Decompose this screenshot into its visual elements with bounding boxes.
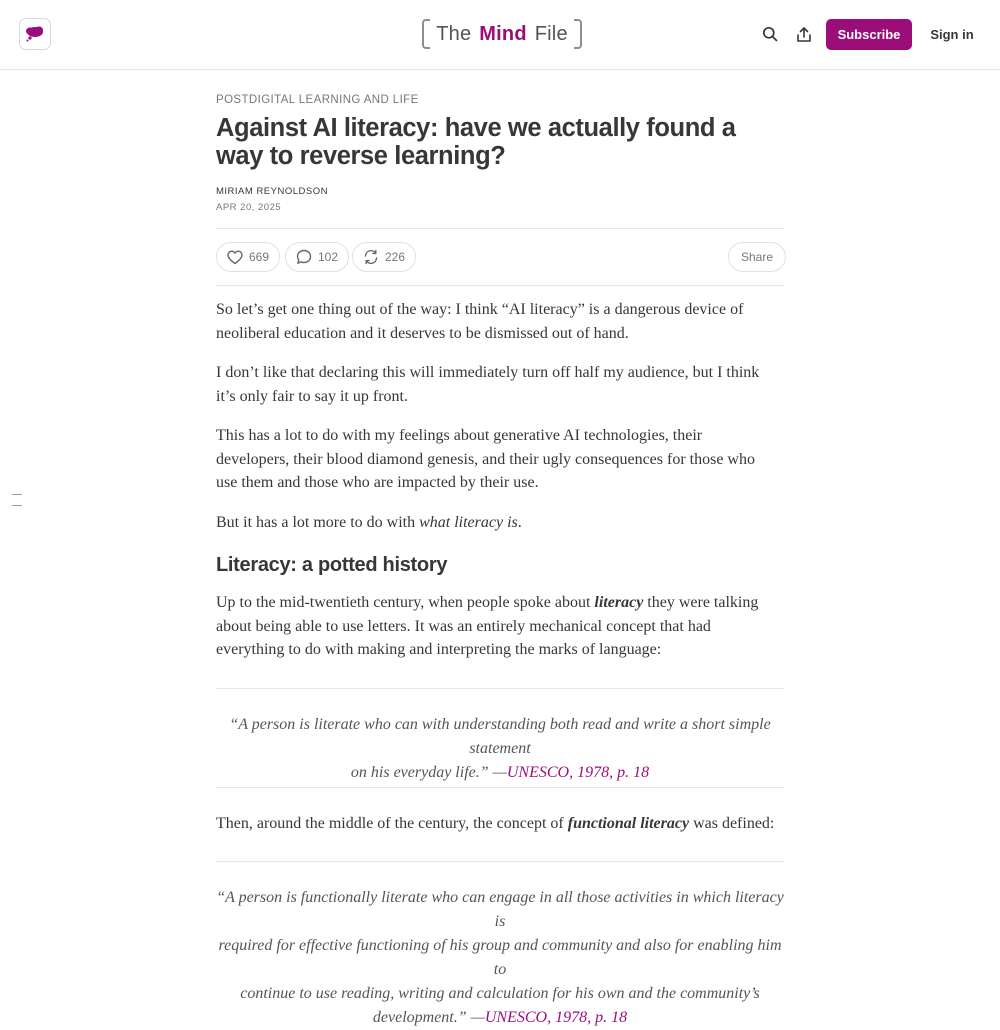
emphasis-text: what literacy is [419,514,518,531]
like-count: 669 [249,250,270,264]
author-name[interactable]: MIRIAM REYNOLDSON [216,186,328,197]
search-button[interactable] [760,24,780,44]
quote-line [216,1006,784,1030]
paragraph [216,424,784,495]
publication-wordmark[interactable] [422,19,582,49]
paragraph [216,298,784,345]
share-button[interactable] [794,24,814,44]
quote-line: “A person is functionally literate who can engage in all those activities in which literacy is [216,889,784,930]
paragraph [216,361,784,408]
article-title-line: way to reverse learning? [216,142,506,170]
quote-line [216,761,784,785]
quote-line: required for effective functioning of his group and community and also for enabling him to [218,937,782,978]
paragraph-line: everything to do with making and interpreting the marks of language: [216,641,662,658]
paragraph-line: This has a lot to do with my feelings about generative AI technologies, their [216,427,703,444]
quote-divider [216,787,784,788]
quote-divider [216,688,784,689]
quote-text: development.” — [372,1009,485,1026]
paragraph-line: about being able to use letters. It was an entirely mechanical concept that had [216,617,711,635]
sign-in-button[interactable]: Sign in [926,19,978,50]
paragraph [216,812,784,836]
article-title [216,114,784,170]
top-navigation-bar [0,0,1000,70]
section-heading: Literacy: a potted history [216,554,448,576]
side-marker-line [12,494,22,495]
wordmark-bracket-left [422,19,430,49]
wordmark-accent: Mind [479,22,527,45]
comment-count: 102 [318,250,339,264]
article-title-line: Against AI literacy: have we actually found a [216,114,736,142]
wordmark-pre: The [436,22,472,45]
restack-count: 226 [385,250,406,264]
quote-line: continue to use reading, writing and calculation for his own and the community’s [240,985,760,1002]
wordmark-post: File [534,22,568,45]
quote-line: “A person is literate who can with understanding both read and write a short simple statement [229,716,771,757]
paragraph [216,511,784,535]
publish-date: APR 20, 2025 [216,202,282,213]
publication-logo[interactable] [19,18,51,50]
restack-button[interactable] [352,242,416,272]
blockquote [216,886,784,1030]
comments-button[interactable] [285,242,349,272]
divider [216,285,784,286]
paragraph [216,591,784,662]
share-upload-icon [796,26,812,43]
comment-bubble-icon [296,249,312,265]
citation-link[interactable]: UNESCO, 1978, p. 18 [506,764,650,781]
paragraph-line: I don’t like that declaring this will immediately turn off half my audience, but I think [216,364,760,381]
paragraph-text: Then, around the middle of the century, the concept of [216,815,568,832]
restack-icon [363,249,379,265]
thought-bubble-icon [24,25,46,43]
paragraph-line: developers, their blood diamond genesis, and their ugly consequences for those who [216,450,755,468]
citation-link[interactable]: UNESCO, 1978, p. 18 [484,1009,628,1026]
blockquote [216,713,784,785]
divider [216,228,784,229]
search-icon [762,26,778,42]
paragraph-line [216,591,784,615]
subscribe-button[interactable]: Subscribe [826,19,912,50]
paragraph-text: . [517,514,522,531]
quote-text: on his everyday life.” — [350,764,507,781]
paragraph-line: it’s only fair to say it up front. [216,387,408,405]
share-label: Share [741,250,774,264]
wordmark-bracket-right [574,19,582,49]
paragraph-line: So let’s get one thing out of the way: I think “AI literacy” is a dangerous device of [216,301,744,318]
paragraph-text: they were talking [643,594,759,611]
like-button[interactable] [216,242,280,272]
paragraph-line: use them and those who are impacted by their use. [216,474,539,491]
paragraph-text: was defined: [689,815,775,832]
emphasis-text: literacy [594,594,644,611]
section-label[interactable]: POSTDIGITAL LEARNING AND LIFE [216,94,419,106]
emphasis-text: functional literacy [567,815,690,832]
share-pill-button[interactable] [728,242,786,272]
quote-divider [216,861,784,862]
heart-icon [227,250,243,265]
paragraph-line: neoliberal education and it deserves to be dismissed out of hand. [216,324,629,342]
paragraph-text: But it has a lot more to do with [216,514,420,531]
paragraph-text: Up to the mid-twentieth century, when people spoke about [216,594,595,611]
side-marker-line [12,505,22,506]
